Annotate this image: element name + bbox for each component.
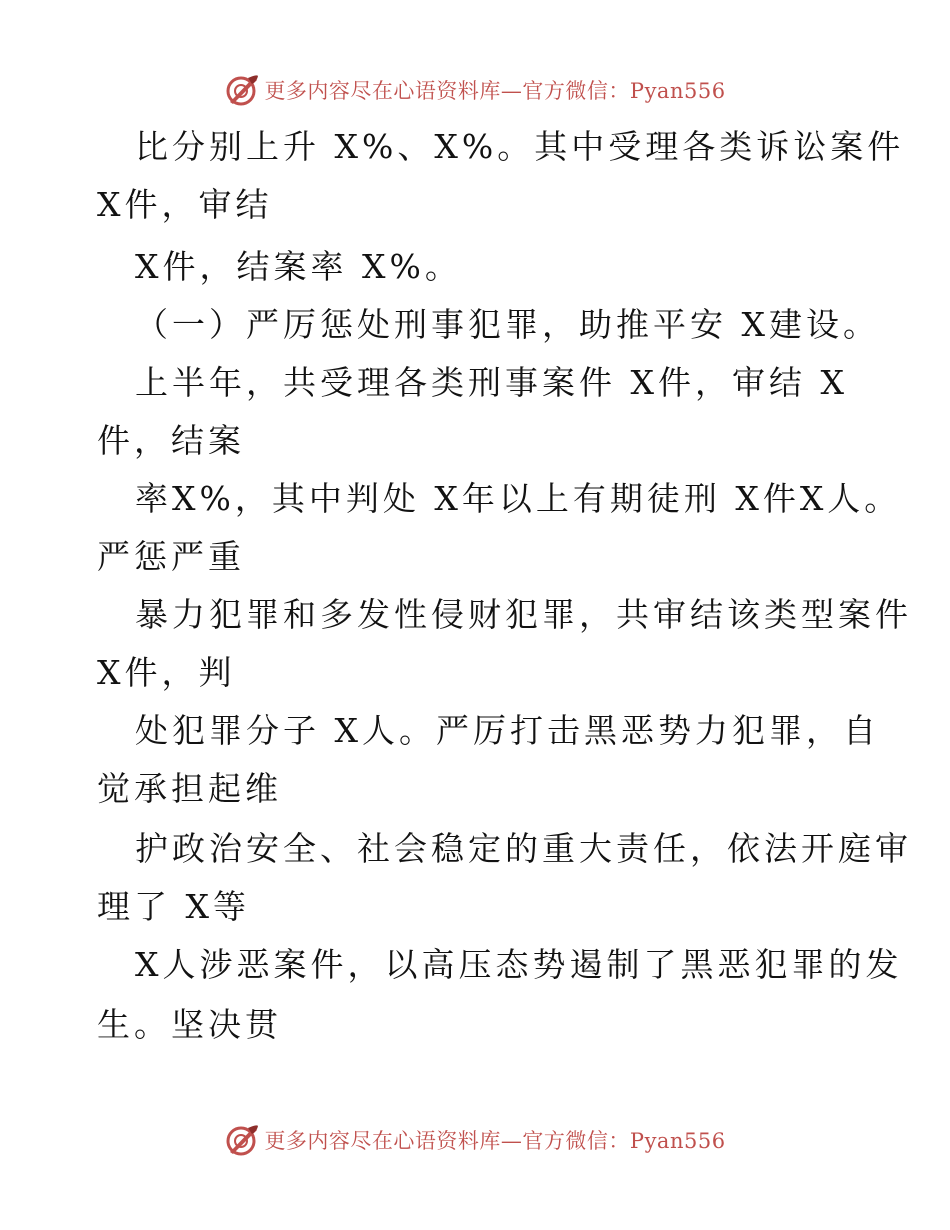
body-line: 理了 X等 [97, 887, 250, 926]
body-line: 生。坚决贯 [97, 1005, 282, 1044]
body-line: X件，结案率 X%。 [135, 247, 462, 286]
body-line: 护政治安全、社会稳定的重大责任，依法开庭审 [135, 829, 912, 868]
header-banner-text: 更多内容尽在心语资料库—官方微信：Pyan556 [264, 79, 726, 103]
body-line: X人涉恶案件，以高压态势遏制了黑恶犯罪的发 [135, 945, 903, 984]
footer-banner-text: 更多内容尽在心语资料库—官方微信：Pyan556 [264, 1129, 726, 1153]
body-line: 暴力犯罪和多发性侵财犯罪，共审结该类型案件 [135, 595, 912, 634]
body-line: 率X%，其中判处 X年以上有期徒刑 X件X人。 [135, 479, 902, 518]
quill-logo-icon [224, 1122, 260, 1158]
body-line: 比分别上升 X%、X%。其中受理各类诉讼案件 [135, 127, 905, 166]
body-line: 觉承担起维 [97, 769, 282, 808]
body-line: X件，审结 [97, 185, 273, 224]
body-line: 处犯罪分子 X人。严厉打击黑恶势力犯罪，自 [135, 711, 880, 750]
body-line: 严惩严重 [97, 537, 245, 576]
body-line: X件，判 [97, 653, 236, 692]
footer-banner [0, 1120, 950, 1160]
body-line: 件，结案 [97, 421, 245, 460]
body-line: 上半年，共受理各类刑事案件 X件，审结 X [135, 363, 848, 402]
section-heading: （一）严厉惩处刑事犯罪，助推平安 X建设。 [135, 305, 880, 344]
